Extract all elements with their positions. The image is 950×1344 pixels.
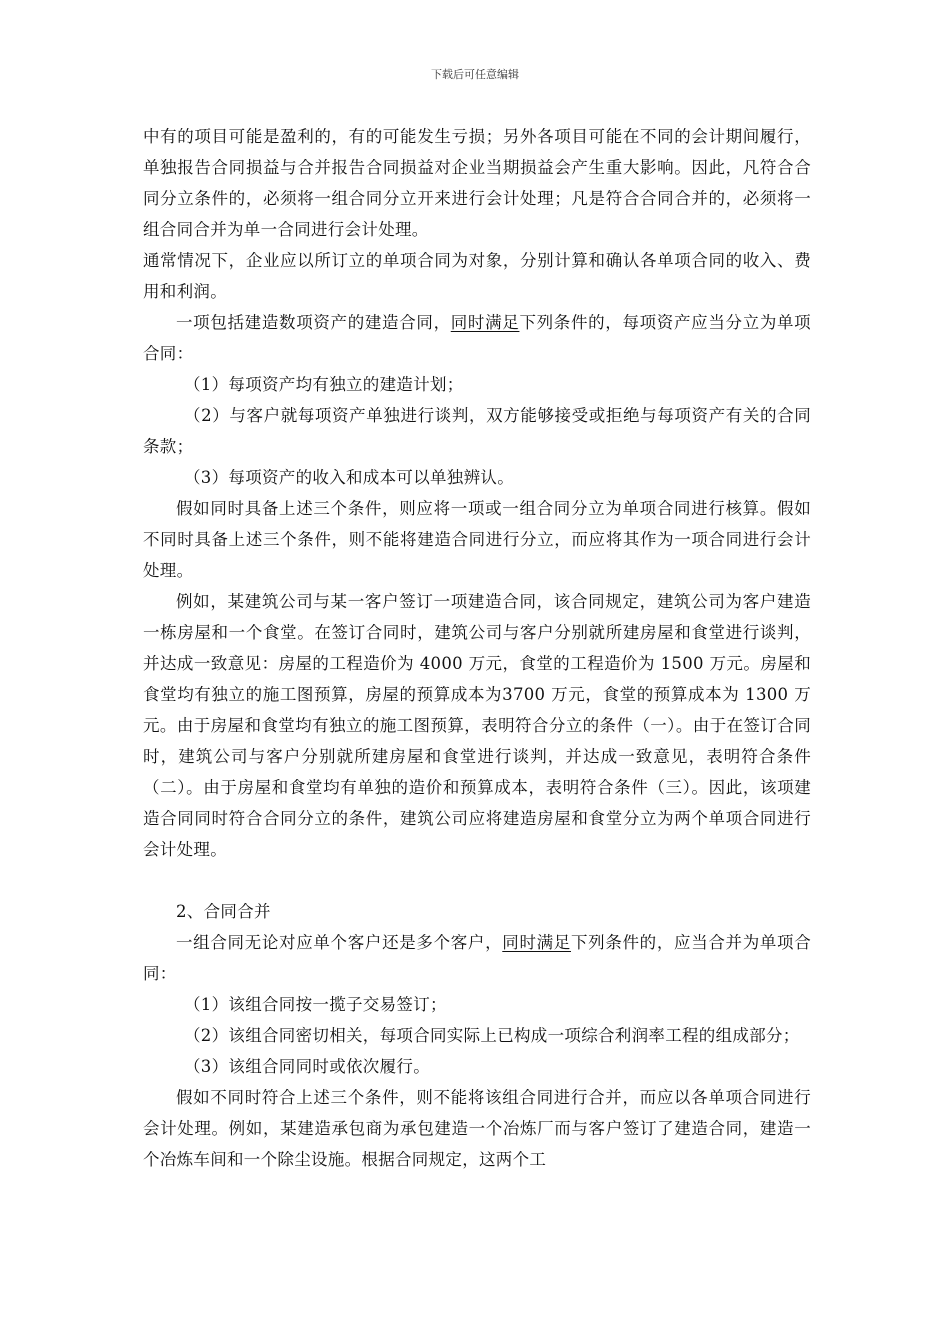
text-run: 一组合同无论对应单个客户还是多个客户， <box>176 933 503 952</box>
paragraph: 假如同时具备上述三个条件，则应将一项或一组合同分立为单项合同进行核算。假如不同时具备上述三个条件，则不能将建造合同进行分立，而应将其作为一项合同进行会计处理。 <box>143 499 811 580</box>
blank-line <box>143 865 811 896</box>
text-run: 下列条件的，应当合并为单项合同： <box>143 933 812 983</box>
list-item: （3）该组合同同时或依次履行。 <box>184 1057 430 1076</box>
text-run: 下列条件的，每项资产应当分立为单项合同： <box>143 313 811 363</box>
paragraph <box>143 927 811 989</box>
paragraph <box>143 307 811 369</box>
list-item: （1）每项资产均有独立的建造计划； <box>184 375 464 394</box>
paragraph: 例如，某建筑公司与某一客户签订一项建造合同，该合同规定，建筑公司为客户建造一栋房屋和一个食堂。在签订合同时，建筑公司与客户分别就所建房屋和食堂进行谈判，并达成一致意见：房屋的工程造价为 4000 万元，食堂的工程造价为 1500 万元。房屋和食堂均有独立的施工图预算，房屋的预算成本为3700 万元，食堂的预算成本为 1300 万元。由于房屋和食堂均有独立的施工图预算，表明符合分立的条件（一）。由于在签订合同时，建筑公司与客户分别就所建房屋和食堂进行谈判，并达成一致意见，表明符合条件（二）。由于房屋和食堂均有单独的造价和预算成本，表明符合条件（三）。因此，该项建造合同同时符合合同分立的条件，建筑公司应将建造房屋和食堂分立为两个单项合同进行会计处理。 <box>143 592 811 859</box>
underlined-text: 同时满足 <box>502 933 571 952</box>
list-item: （2）该组合同密切相关，每项合同实际上已构成一项综合利润率工程的组成部分； <box>184 1026 800 1045</box>
paragraph: 假如不同时符合上述三个条件，则不能将该组合同进行合并，而应以各单项合同进行会计处理。例如，某建造承包商为承包建造一个冶炼厂而与客户签订了建造合同，建造一个冶炼车间和一个除尘设施。根据合同规定，这两个工 <box>143 1088 811 1169</box>
paragraph: 中有的项目可能是盈利的，有的可能发生亏损；另外各项目可能在不同的会计期间履行，单独报告合同损益与合并报告合同损益对企业当期损益会产生重大影响。因此，凡符合合同分立条件的，必须将一组合同分立开来进行会计处理；凡是符合合同合并的，必须将一组合同合并为单一合同进行会计处理。 <box>143 127 811 239</box>
list-item: （2）与客户就每项资产单独进行谈判，双方能够接受或拒绝与每项资产有关的合同条款； <box>143 406 811 456</box>
paragraph: 通常情况下，企业应以所订立的单项合同为对象，分别计算和确认各单项合同的收入、费用和利润。 <box>143 251 811 301</box>
section-heading: 2、合同合并 <box>176 902 271 921</box>
text-run: 一项包括建造数项资产的建造合同， <box>176 313 451 332</box>
underlined-text: 同时满足 <box>450 313 520 332</box>
page-header: 下载后可任意编辑 <box>431 68 519 81</box>
list-item: （1）该组合同按一揽子交易签订； <box>184 995 447 1014</box>
list-item: （3）每项资产的收入和成本可以单独辨认。 <box>184 468 514 487</box>
document-body <box>143 121 811 1175</box>
